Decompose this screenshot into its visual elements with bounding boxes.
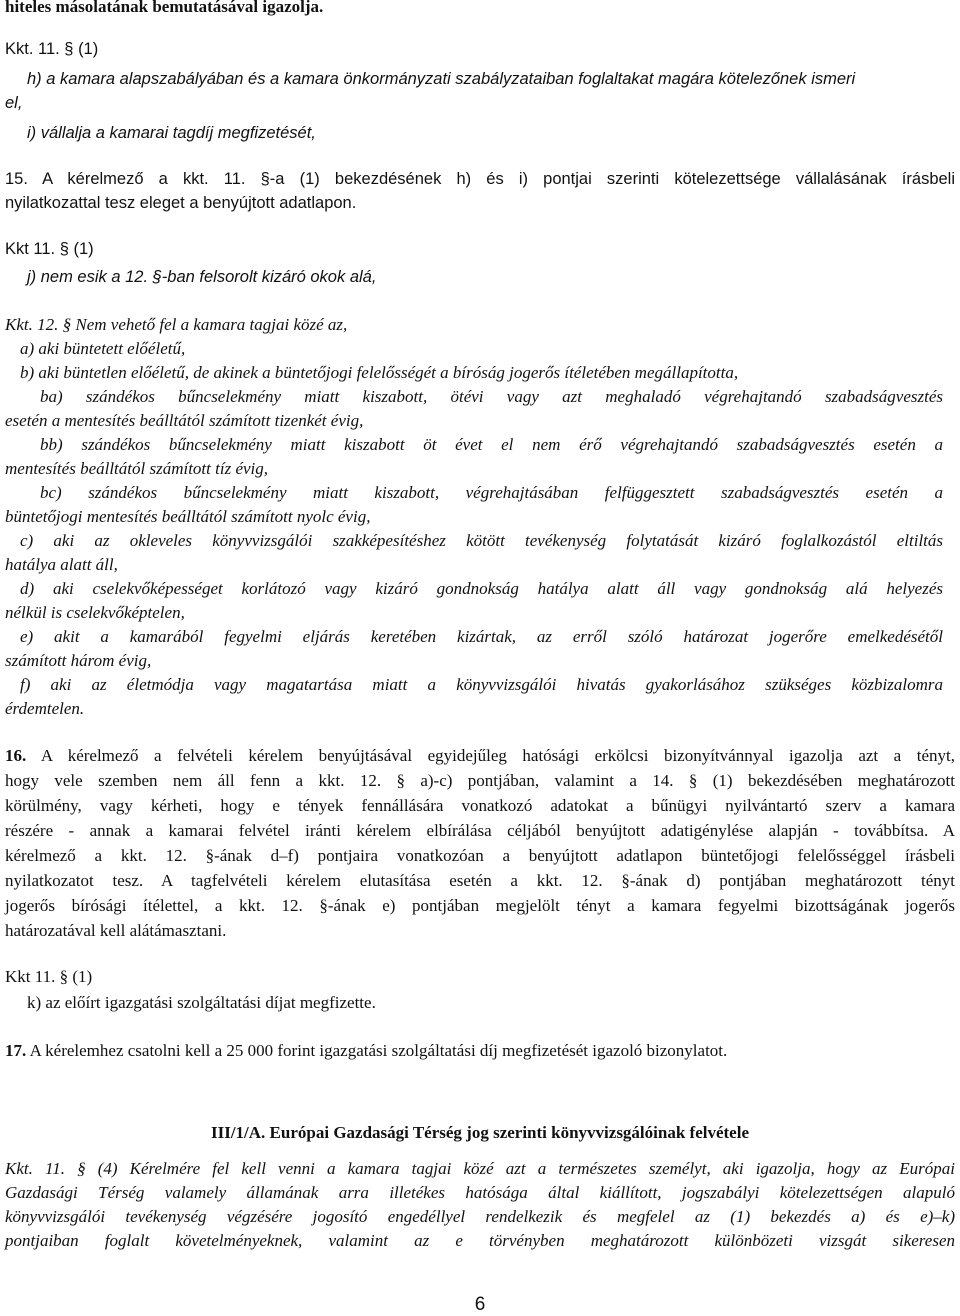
kkt-11-ref: Kkt. 11. § (1) bbox=[5, 40, 99, 58]
kkt-12-point-c-1: c) aki az okleveles könyvvizsgálói szakképesítéshez kötött tevékenység folytatását kizáró foglalkozástól eltiltás bbox=[20, 531, 943, 550]
kkt-12-point-ba-2: esetén a mentesítés beálltától számított tizenkét évig, bbox=[5, 411, 364, 430]
kkt-12-intro: Kkt. 12. § Nem vehető fel a kamara tagjai közé az, bbox=[5, 315, 348, 334]
item-16-line-6: nyilatkozatot tesz. A tagfelvételi kérelem elutasítása esetén a kkt. 12. §-ának d) pontjában meghatározott tényt bbox=[5, 871, 955, 890]
kkt-12-point-bc-2: büntetőjogi mentesítés beálltától számított nyolc évig, bbox=[5, 507, 371, 526]
item-17-text: A kérelemhez csatolni kell a 25 000 forint igazgatási szolgáltatási díj megfizetését igazoló bizonylatot. bbox=[29, 1041, 728, 1060]
section-line-4: pontjaiban foglalt követelményeknek, valamint az e törvényben meghatározott különbözeti vizsgát sikeresen bbox=[5, 1231, 955, 1250]
kkt-12-point-ba-1: ba) szándékos bűncselekmény miatt kiszabott, ötévi vagy azt meghaladó végrehajtandó szabadságvesztés bbox=[40, 387, 943, 406]
item-15-line-2: nyilatkozattal tesz eleget a benyújtott adatlapon. bbox=[5, 194, 357, 212]
item-16-text-1: A kérelmező a felvételi kérelem benyújtásával egyidejűleg hatósági erkölcsi bizonyítvánnyal igazolja azt a tényt, bbox=[40, 746, 955, 765]
kkt-11-ref-2: Kkt 11. § (1) bbox=[5, 240, 94, 258]
kkt-11-point-h-cont: el, bbox=[5, 94, 23, 112]
kkt-12-point-e-2: számított három évig, bbox=[5, 651, 152, 670]
kkt-12-point-bb-1: bb) szándékos bűncselekmény miatt kiszabott öt évet el nem érő végrehajtandó szabadságvesztés esetén a bbox=[40, 435, 943, 454]
section-line-3: könyvvizsgálói tevékenység végzésére jogosító engedéllyel rendelkezik és megfelel az (1) bekezdés a) és e)–k) bbox=[5, 1207, 955, 1226]
section-line-1: Kkt. 11. § (4) Kérelmére fel kell venni a kamara tagjai közé azt a természetes személyt, aki igazolja, hogy az Európai bbox=[5, 1159, 955, 1178]
kkt-12-point-f-2: érdemtelen. bbox=[5, 699, 85, 718]
kkt-12-point-e-1: e) akit a kamarából fegyelmi eljárás keretében kizártak, az erről szóló határozat jogerőre emelkedésétől bbox=[20, 627, 943, 646]
continuation-line: hiteles másolatának bemutatásával igazolja. bbox=[5, 0, 324, 16]
item-16-line-7: jogerős bírósági ítélettel, a kkt. 12. §-ának e) pontjában megjelölt tényt a kamara fegyelmi bizottságának jogerős bbox=[5, 896, 955, 915]
kkt-11-point-j: j) nem esik a 12. §-ban felsorolt kizáró okok alá, bbox=[27, 268, 377, 286]
kkt-11-ref-3: Kkt 11. § (1) bbox=[5, 967, 93, 986]
item-16-line-8: határozatával kell alátámasztani. bbox=[5, 921, 227, 940]
kkt-12-point-bc-1: bc) szándékos bűncselekmény miatt kiszabott, végrehajtásában felfüggesztett szabadságvesztés esetén a bbox=[40, 483, 943, 502]
kkt-12-point-b: b) aki büntetlen előéletű, de akinek a büntetőjogi felelősségét a bíróság jogerős ítéletében megállapította, bbox=[20, 363, 739, 382]
kkt-12-point-bb-2: mentesítés beálltától számított tíz évig, bbox=[5, 459, 269, 478]
item-16-line-3: körülmény, vagy kérheti, hogy e tények fennállására vonatkozó adatokat a bűnügyi nyilvántartó szerv a kamara bbox=[5, 796, 955, 815]
section-line-2: Gazdasági Térség valamely államának arra illetékes hatósága által kiállított, jogszabályi kötelezettségen alapuló bbox=[5, 1183, 955, 1202]
item-16-number: 16. bbox=[5, 746, 27, 765]
kkt-12-point-f-1: f) aki az életmódja vagy magatartása miatt a könyvvizsgálói hivatás gyakorlásához szükséges közbizalomra bbox=[20, 675, 943, 694]
item-16-line-2: hogy vele szemben nem áll fenn a kkt. 12. § a)-c) pontjában, valamint a 14. § (1) bekezdésében meghatározott bbox=[5, 771, 955, 790]
section-heading: III/1/A. Európai Gazdasági Térség jog szerinti könyvvizsgálóinak felvétele bbox=[210, 1123, 749, 1142]
item-17-number: 17. bbox=[5, 1041, 27, 1060]
kkt-12-point-a: a) aki büntetett előéletű, bbox=[20, 339, 186, 358]
item-16-line-4: részére - annak a kamarai felvétel iránti kérelem elbírálása céljából benyújtott adatigénylése alapján - továbbítsa. A bbox=[5, 821, 955, 840]
kkt-11-point-h: h) a kamara alapszabályában és a kamara önkormányzati szabályzataiban foglaltakat magára kötelezőnek ismeri bbox=[27, 70, 856, 88]
item-15-line-1: 15. A kérelmező a kkt. 11. §-a (1) bekezdésének h) és i) pontjai szerinti kötelezettsége vállalásának írásbeli bbox=[5, 170, 955, 188]
kkt-12-point-d-1: d) aki cselekvőképességet korlátozó vagy kizáró gondnokság hatálya alatt áll vagy gondnokság alá helyezés bbox=[20, 579, 943, 598]
page-number: 6 bbox=[474, 1294, 486, 1315]
kkt-11-point-i: i) vállalja a kamarai tagdíj megfizetését, bbox=[27, 124, 316, 142]
kkt-12-point-c-2: hatálya alatt áll, bbox=[5, 555, 118, 574]
item-16-line-5: kérelmező a kkt. 12. §-ának d–f) pontjaira vonatkozóan a benyújtott adatlapon büntetőjogi felelősséggel írásbeli bbox=[5, 846, 955, 865]
kkt-12-point-d-2: nélkül is cselekvőképtelen, bbox=[5, 603, 185, 622]
item-17-line bbox=[5, 1040, 727, 1062]
kkt-11-point-k: k) az előírt igazgatási szolgáltatási díjat megfizette. bbox=[27, 993, 376, 1012]
item-16-line-1 bbox=[5, 745, 955, 767]
